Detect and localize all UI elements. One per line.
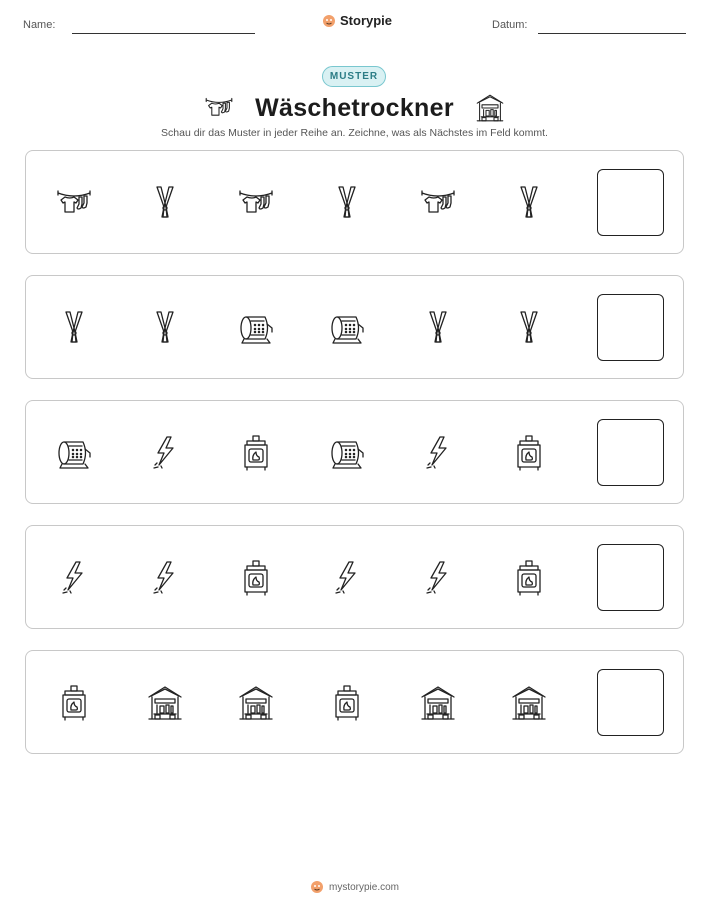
- date-field[interactable]: [538, 33, 686, 34]
- pattern-item: [145, 308, 185, 348]
- laundry-room-icon: [418, 683, 458, 723]
- answer-box[interactable]: [597, 169, 664, 236]
- dryer-drum-icon: [327, 433, 367, 473]
- pattern-item: [54, 433, 94, 473]
- pattern-item: [236, 183, 276, 223]
- pattern-item: [236, 683, 276, 723]
- pattern-item: [236, 558, 276, 598]
- pattern-item: [418, 683, 458, 723]
- stove-heater-icon: [54, 683, 94, 723]
- page-title: Wäschetrockner: [255, 93, 454, 122]
- name-label: Name:: [23, 19, 56, 31]
- pattern-item: [327, 683, 367, 723]
- pattern-row: [25, 650, 684, 754]
- pattern-item: [327, 183, 367, 223]
- dryer-drum-icon: [236, 308, 276, 348]
- lightning-icon: [327, 558, 367, 598]
- clothespin-icon: [54, 308, 94, 348]
- clothesline-icon: [54, 183, 94, 223]
- laundry-room-icon: [474, 92, 506, 124]
- pattern-item: [236, 308, 276, 348]
- pattern-item: [509, 683, 549, 723]
- pattern-item: [418, 558, 458, 598]
- pattern-item: [418, 183, 458, 223]
- answer-box[interactable]: [597, 544, 664, 611]
- stove-heater-icon: [509, 433, 549, 473]
- dryer-drum-icon: [54, 433, 94, 473]
- pattern-item: [54, 683, 94, 723]
- pattern-item: [236, 433, 276, 473]
- pattern-row: [25, 400, 684, 504]
- clothespin-icon: [145, 183, 185, 223]
- answer-box[interactable]: [597, 294, 664, 361]
- answer-box[interactable]: [597, 419, 664, 486]
- date-label: Datum:: [492, 19, 528, 31]
- stove-heater-icon: [509, 558, 549, 598]
- pattern-item: [145, 558, 185, 598]
- lightning-icon: [418, 558, 458, 598]
- clothesline-icon: [236, 183, 276, 223]
- pattern-item: [145, 683, 185, 723]
- pattern-item: [145, 183, 185, 223]
- laundry-room-icon: [236, 683, 276, 723]
- stove-heater-icon: [236, 558, 276, 598]
- pattern-item: [327, 433, 367, 473]
- dryer-drum-icon: [327, 308, 367, 348]
- pattern-item: [54, 558, 94, 598]
- pattern-item: [418, 433, 458, 473]
- pattern-item: [509, 183, 549, 223]
- pattern-row: [25, 275, 684, 379]
- stove-heater-icon: [236, 433, 276, 473]
- laundry-room-icon: [509, 683, 549, 723]
- brand-logo: [322, 13, 392, 28]
- pattern-row: [25, 150, 684, 254]
- laundry-room-icon: [145, 683, 185, 723]
- clothespin-icon: [509, 308, 549, 348]
- clothespin-icon: [418, 308, 458, 348]
- pattern-item: [509, 433, 549, 473]
- pattern-item: [327, 558, 367, 598]
- lightning-icon: [418, 433, 458, 473]
- category-badge: MUSTER: [322, 66, 386, 87]
- footer: [0, 880, 709, 894]
- clothespin-icon: [509, 183, 549, 223]
- name-field[interactable]: [72, 33, 255, 34]
- pattern-item: [54, 183, 94, 223]
- clothespin-icon: [145, 308, 185, 348]
- lightning-icon: [145, 558, 185, 598]
- clothesline-icon: [418, 183, 458, 223]
- pattern-item: [418, 308, 458, 348]
- stove-heater-icon: [327, 683, 367, 723]
- storypie-logo-icon: [310, 880, 324, 894]
- pattern-item: [509, 558, 549, 598]
- pattern-item: [509, 308, 549, 348]
- clothespin-icon: [327, 183, 367, 223]
- footer-url: mystorypie.com: [328, 881, 399, 893]
- clothesline-icon: [203, 92, 235, 124]
- pattern-item: [54, 308, 94, 348]
- instructions: Schau dir das Muster in jeder Reihe an. Zeichne, was als Nächstes im Feld kommt.: [161, 127, 548, 139]
- pattern-item: [145, 433, 185, 473]
- lightning-icon: [54, 558, 94, 598]
- lightning-icon: [145, 433, 185, 473]
- answer-box[interactable]: [597, 669, 664, 736]
- title-row: [0, 92, 709, 124]
- pattern-item: [327, 308, 367, 348]
- pattern-row: [25, 525, 684, 629]
- brand-name: Storypie: [340, 13, 393, 28]
- storypie-logo-icon: [322, 14, 336, 28]
